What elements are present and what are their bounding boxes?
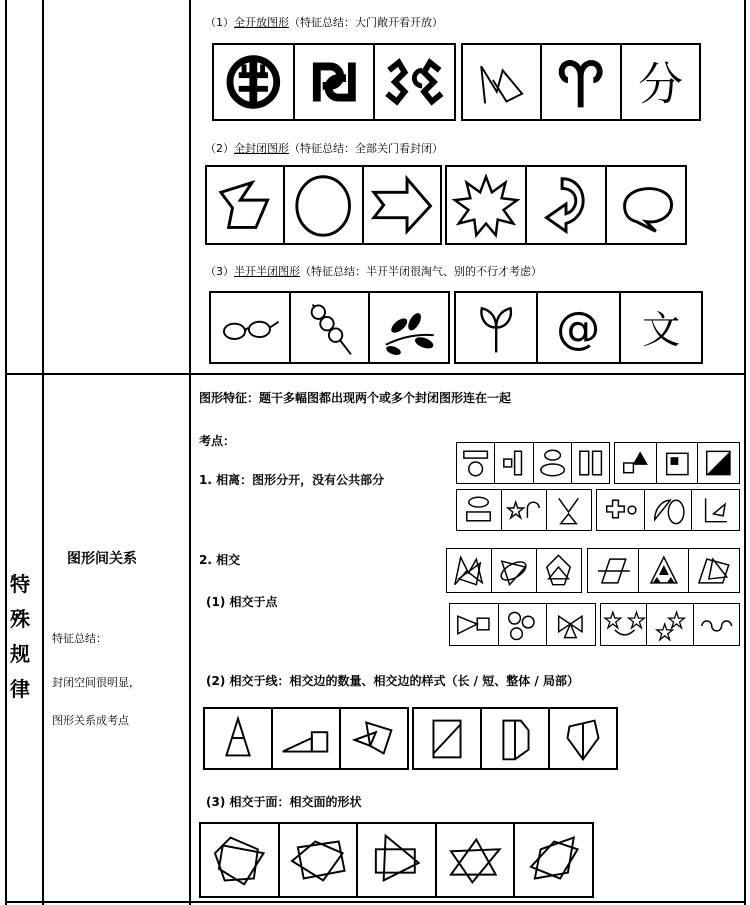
- separate-shapes-icon: [457, 490, 501, 530]
- feature-summary-line-1: 封闭空间很明显，: [52, 676, 140, 689]
- table-border-col2: [189, 0, 191, 905]
- item-intersect-point: (1) 相交于点: [206, 595, 278, 609]
- glyph-wen: 文: [641, 307, 680, 353]
- shared-edge-shapes-icon: [341, 709, 407, 768]
- figure-cell: [482, 709, 550, 768]
- figure-cell: [647, 604, 693, 645]
- overlap-area-shapes-icon: [280, 824, 357, 896]
- separate-shapes-icon: [657, 443, 698, 483]
- figure-cell: [273, 709, 341, 768]
- shared-edge-shapes-icon: [273, 709, 339, 768]
- figure-cell: [588, 549, 639, 592]
- glyph-figure: [621, 293, 701, 362]
- glyph-at: @: [556, 302, 601, 354]
- overlap-area-shapes-icon: [201, 824, 278, 896]
- open-figures-group-1: [212, 43, 456, 121]
- separation-figures-group-2: [614, 442, 740, 484]
- table-border-right: [744, 0, 746, 905]
- point-touch-shapes-icon: [450, 604, 498, 645]
- point-touch-shapes-icon: [547, 604, 595, 645]
- starburst-icon: [447, 167, 525, 243]
- figure-cell: [499, 604, 548, 645]
- figure-cell: [534, 443, 572, 483]
- overlap-area-shapes-icon: [437, 824, 514, 896]
- pd-logo-icon: [295, 45, 374, 119]
- figure-cell: [538, 293, 620, 362]
- figure-cell: [607, 167, 685, 243]
- figure-cell: [207, 167, 285, 243]
- overlap-area-shapes-icon: [515, 824, 592, 896]
- table-row-divider: [5, 373, 746, 375]
- figure-cell: [502, 490, 547, 530]
- figure-cell: [341, 709, 407, 768]
- open-figures-group-2: [461, 43, 701, 121]
- side-title-char: 殊: [10, 607, 30, 631]
- figure-cell: [547, 490, 591, 530]
- point-touch-shapes-icon: [694, 604, 739, 645]
- figure-cell: [622, 45, 699, 119]
- figure-cell: [214, 45, 295, 119]
- half-open-figures-label: （3）半开半闭图形（特征总结：半开半闭很淘气、别的不行才考虑）: [205, 265, 542, 278]
- scribble-icon: [463, 45, 540, 119]
- point-touch-shapes-icon: [601, 604, 646, 645]
- half-open-figures-group-2: [454, 291, 703, 364]
- figure-cell: [542, 45, 621, 119]
- figure-cell: [205, 709, 273, 768]
- item-intersect-line: (2) 相交于线：相交边的数量、相交边的样式（长 / 短、整体 / 局部）: [206, 674, 579, 688]
- point-touch-shapes-icon: [499, 604, 547, 645]
- figure-cell: [645, 490, 693, 530]
- figure-cell: [515, 824, 592, 896]
- glasses-icon: [211, 293, 289, 362]
- circle-icon: [285, 167, 361, 243]
- zigzag-logo-icon: [375, 45, 454, 119]
- separate-shapes-icon: [495, 443, 532, 483]
- figure-cell: [295, 45, 376, 119]
- shared-edge-shapes-icon: [482, 709, 548, 768]
- figure-cell: [615, 443, 657, 483]
- half-open-figures-group-1: [209, 291, 450, 364]
- table-border-left: [5, 0, 7, 905]
- figure-cell: [447, 549, 492, 592]
- intro-text: 图形特征：题干多幅图都出现两个或多个封闭图形连在一起: [199, 391, 512, 405]
- points-label: 考点：: [199, 434, 236, 448]
- side-title-char: 律: [10, 677, 30, 701]
- figure-cell: [437, 824, 516, 896]
- figure-cell: [457, 490, 502, 530]
- figure-cell: [657, 443, 699, 483]
- overlapping-shapes-icon: [588, 549, 638, 592]
- separate-shapes-icon: [692, 490, 739, 530]
- figure-cell: [457, 443, 495, 483]
- figure-cell: [463, 45, 542, 119]
- side-title-char: 规: [10, 642, 30, 666]
- aries-symbol-icon: [542, 45, 619, 119]
- figure-cell: [211, 293, 291, 362]
- figure-cell: [527, 167, 607, 243]
- figure-cell: [547, 604, 595, 645]
- figure-cell: [639, 549, 690, 592]
- closed-figures-label: （2）全封闭图形（特征总结：全部关门看封闭）: [205, 142, 443, 155]
- shared-edge-shapes-icon: [550, 709, 616, 768]
- figure-cell: [495, 443, 533, 483]
- bank-logo-icon: [214, 45, 293, 119]
- separation-figures-group-4: [596, 489, 740, 531]
- intersect-figures-group-4: [600, 603, 740, 646]
- open-figures-label: （1）全开放图形（特征总结：大门敞开看开放）: [205, 16, 443, 29]
- figure-cell: [550, 709, 616, 768]
- intersect-figures-group-3: [449, 603, 596, 646]
- separation-figures-group-1: [456, 442, 610, 484]
- feature-summary-line-2: 图形关系成考点: [52, 714, 129, 727]
- figure-cell: [597, 490, 645, 530]
- separate-shapes-icon: [547, 490, 591, 530]
- figure-cell: [537, 549, 581, 592]
- curved-arrow-icon: [527, 167, 605, 243]
- figure-cell: [201, 824, 280, 896]
- feature-summary-label: 特征总结：: [52, 632, 107, 645]
- separate-shapes-icon: [534, 443, 571, 483]
- figure-cell: [414, 709, 482, 768]
- figure-cell: [572, 443, 609, 483]
- closed-figures-group-2: [445, 165, 687, 245]
- intersect-line-group-2: [412, 707, 618, 770]
- figure-cell: [375, 45, 454, 119]
- shared-edge-shapes-icon: [205, 709, 271, 768]
- closed-figures-group-1: [205, 165, 442, 245]
- figure-cell: [370, 293, 448, 362]
- separate-shapes-icon: [615, 443, 656, 483]
- table-border-col1: [42, 0, 44, 905]
- separate-shapes-icon: [457, 443, 494, 483]
- overlap-area-shapes-icon: [358, 824, 435, 896]
- figure-cell: [492, 549, 537, 592]
- item-intersect-face: (3) 相交于面：相交面的形状: [206, 795, 362, 809]
- figure-cell: [447, 167, 527, 243]
- overlapping-shapes-icon: [492, 549, 536, 592]
- glyph-fen: 分: [637, 57, 683, 111]
- figure-cell: [621, 293, 701, 362]
- figure-cell: [698, 443, 739, 483]
- figure-cell: [456, 293, 538, 362]
- intersect-figures-group-1: [446, 548, 582, 593]
- overlapping-shapes-icon: [689, 549, 739, 592]
- figure-cell: [450, 604, 499, 645]
- separate-shapes-icon: [597, 490, 644, 530]
- section-title: 图形间关系: [67, 551, 137, 567]
- separate-shapes-icon: [502, 490, 546, 530]
- arrow-shape-icon: [364, 167, 440, 243]
- figure-cell: [601, 604, 647, 645]
- figure-cell: [364, 167, 440, 243]
- point-touch-shapes-icon: [647, 604, 692, 645]
- separate-shapes-icon: [645, 490, 692, 530]
- separate-shapes-icon: [572, 443, 609, 483]
- candied-haws-icon: [291, 293, 369, 362]
- figure-cell: [280, 824, 359, 896]
- irregular-polygon-icon: [207, 167, 283, 243]
- table-border-bottom: [5, 901, 746, 903]
- glyph-figure: [538, 293, 618, 362]
- intersect-face-group: [199, 822, 594, 898]
- figure-cell: [694, 604, 739, 645]
- overlapping-shapes-icon: [639, 549, 689, 592]
- overlapping-shapes-icon: [537, 549, 581, 592]
- glyph-figure: [622, 45, 699, 119]
- separate-shapes-icon: [698, 443, 739, 483]
- item-separation: 1. 相离：图形分开，没有公共部分: [199, 473, 385, 487]
- separation-figures-group-3: [456, 489, 592, 531]
- figure-cell: [358, 824, 437, 896]
- overlapping-shapes-icon: [447, 549, 491, 592]
- sprout-icon: [456, 293, 536, 362]
- figure-cell: [285, 167, 363, 243]
- leaves-branch-icon: [370, 293, 448, 362]
- side-title-char: 特: [10, 572, 30, 596]
- intersect-line-group-1: [203, 707, 409, 770]
- intersect-figures-group-2: [587, 548, 740, 593]
- figure-cell: [692, 490, 739, 530]
- speech-bubble-icon: [607, 167, 685, 243]
- figure-cell: [689, 549, 739, 592]
- figure-cell: [291, 293, 371, 362]
- shared-edge-shapes-icon: [414, 709, 480, 768]
- item-intersection: 2. 相交: [199, 553, 241, 567]
